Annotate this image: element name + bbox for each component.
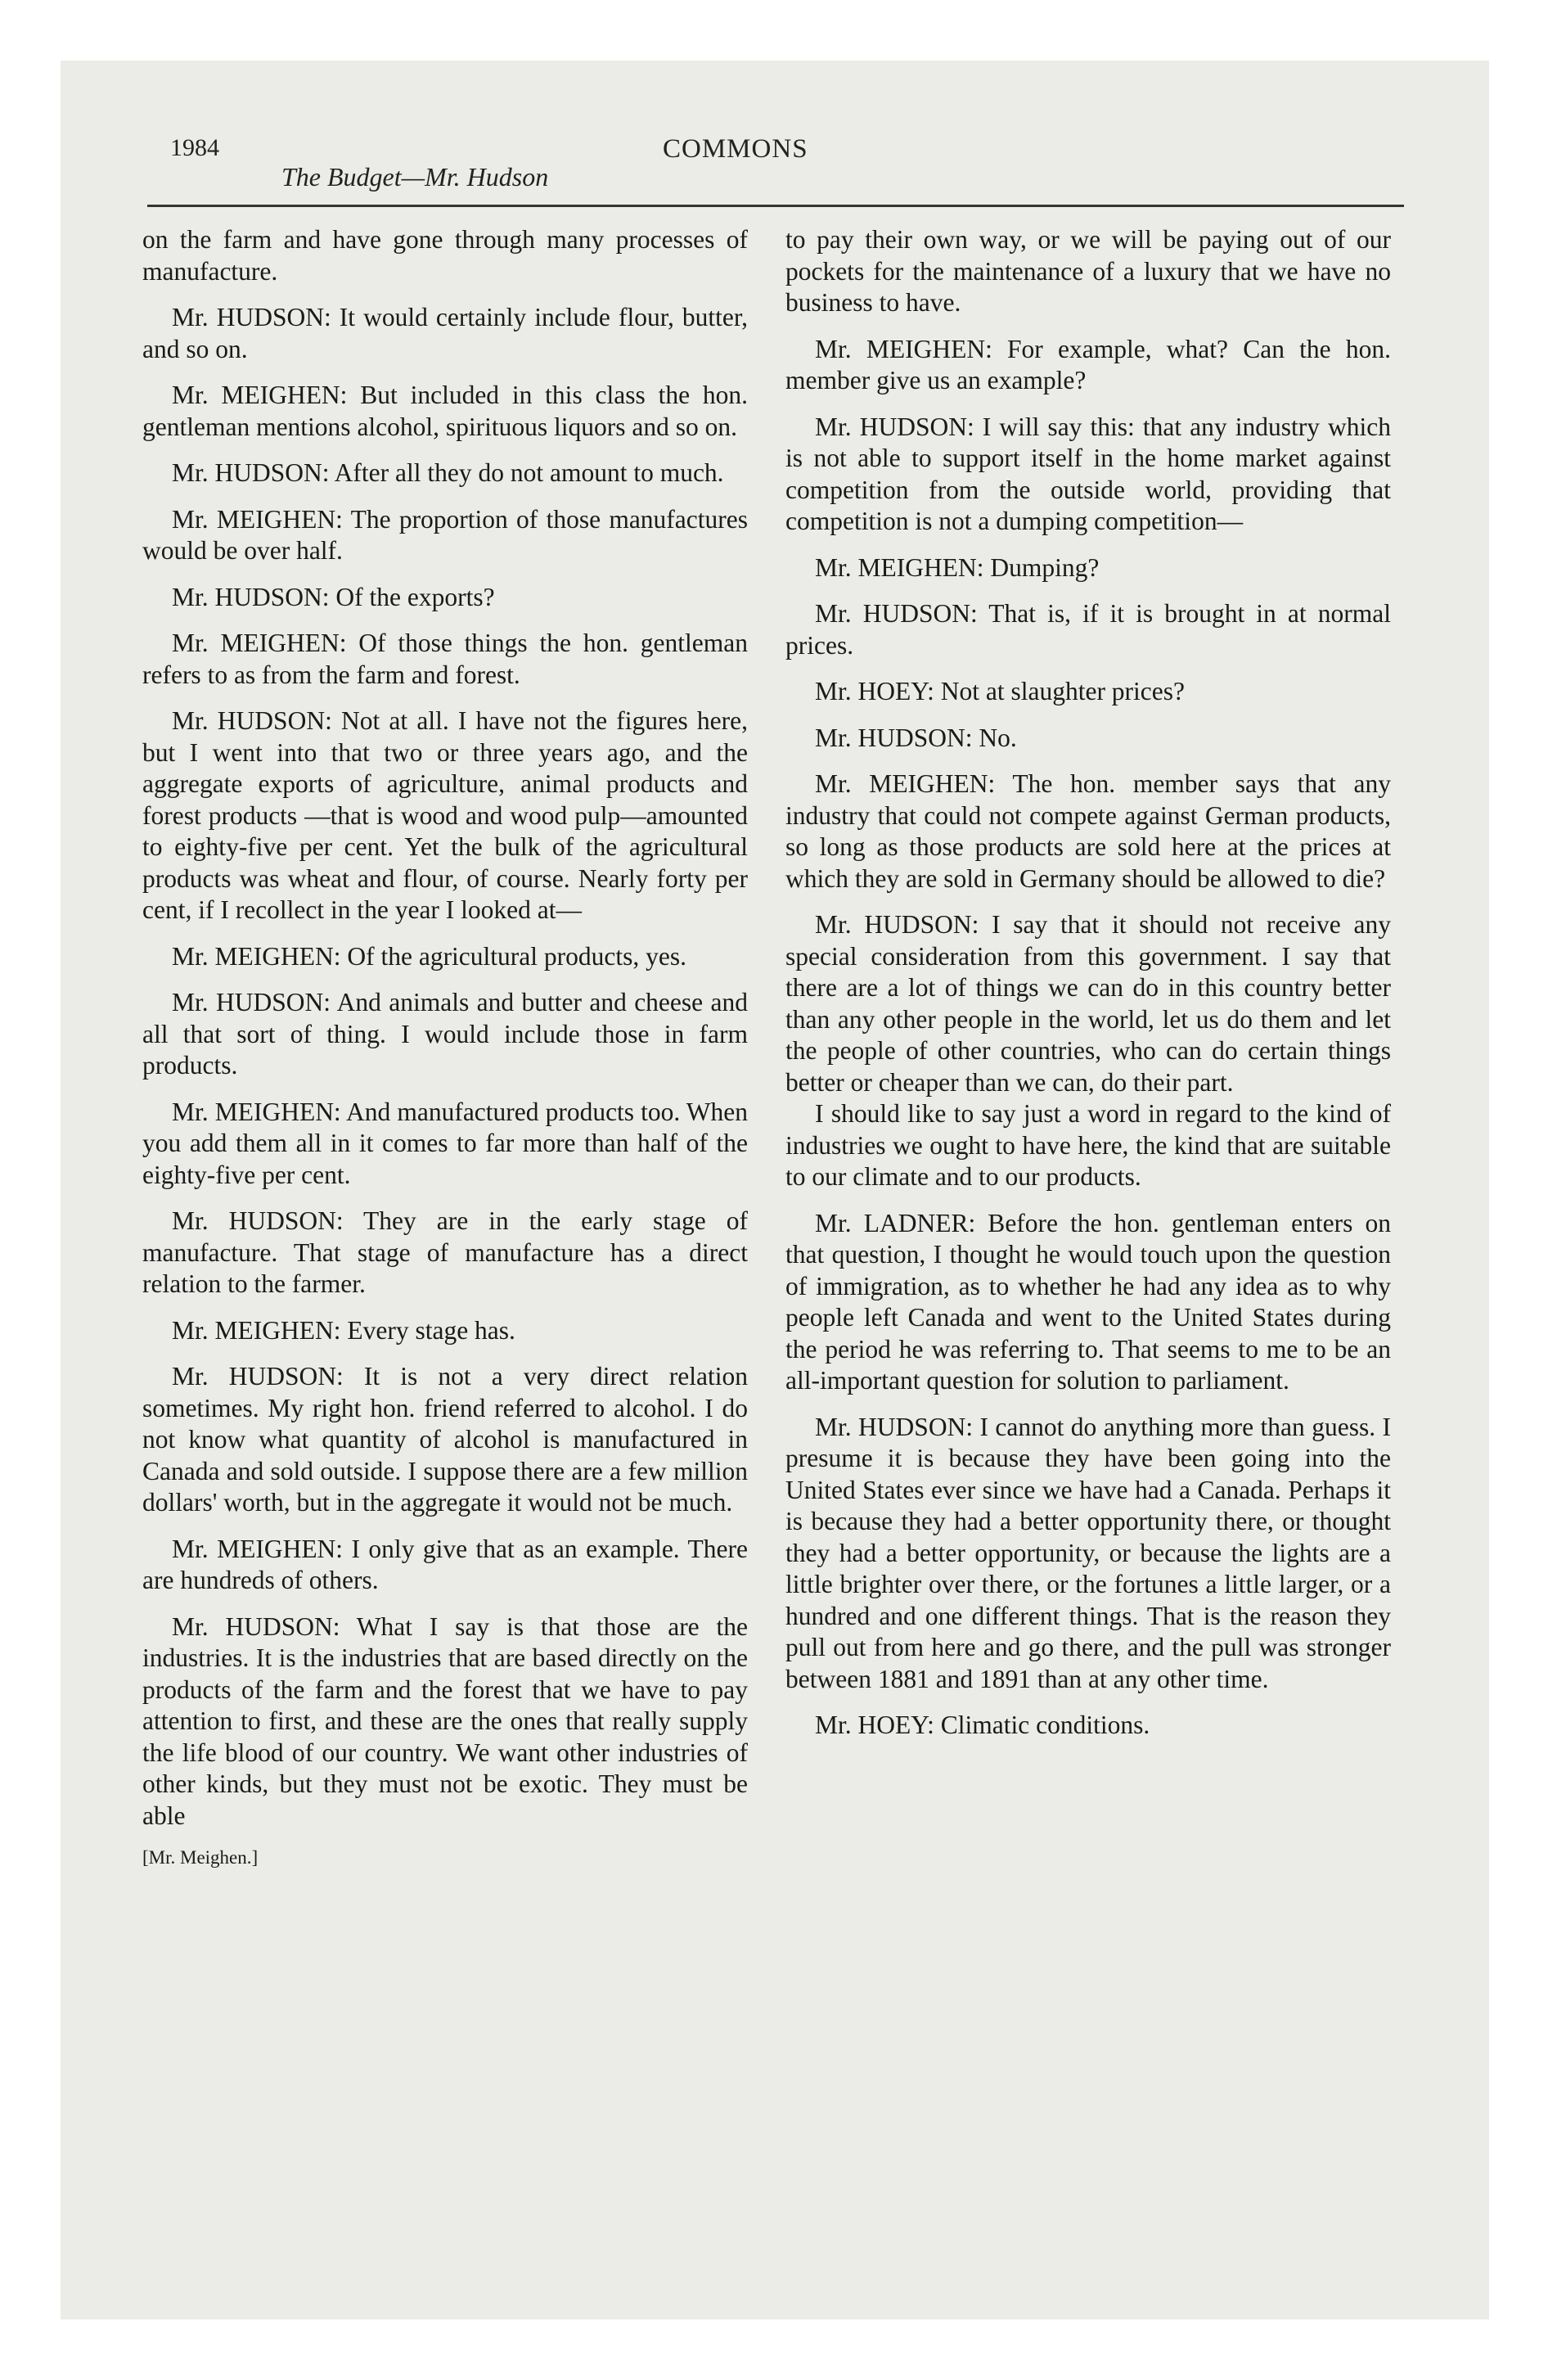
header-rule xyxy=(147,205,1404,207)
paragraph: to pay their own way, or we will be paying out of our pockets for the maintenance of a luxury that we have no business to have. xyxy=(785,225,1391,317)
paragraph: Mr. HUDSON: That is, if it is brought in at normal prices. xyxy=(785,599,1391,660)
paragraph: Mr. LADNER: Before the hon. gentleman enters on that question, I thought he would touch upon the question of immigration, as to whether he had any idea as to why people left Canada and went to the United States during the period he was referring to. That seems to me to be an all-important question for solution to parliament. xyxy=(785,1208,1391,1395)
page-header xyxy=(61,134,1489,200)
paragraph: Mr. HUDSON: I say that it should not receive any special consideration from this government. I say that there are a lot of things we can do in this country better than any other people in the world, let us do them and let the people of other countries, who can do certain things better or cheaper than we can, do their part. xyxy=(785,910,1391,1097)
page-sheet xyxy=(61,61,1489,2319)
paragraph: Mr. MEIGHEN: For example, what? Can the hon. member give us an example? xyxy=(785,334,1391,394)
paragraph: Mr. MEIGHEN: The hon. member says that any industry that could not compete against German products, so long as those products are sold here at the prices at which they are sold in Germany should be allowed to die? xyxy=(785,769,1391,893)
paragraph: Mr. MEIGHEN: Of those things the hon. gentleman refers to as from the farm and forest. xyxy=(142,629,748,689)
paragraph: Mr. HUDSON: I will say this: that any industry which is not able to support itself in the home market against competition from the outside world, providing that competition is not a dumping competition— xyxy=(785,412,1391,535)
paragraph: Mr. HUDSON: Not at all. I have not the figures here, but I went into that two or three years ago, and the aggregate exports of agriculture, animal products and forest products —that is wood and wood pulp—amounted to eighty-five per cent. Yet the bulk of the agricultural products was wheat and flour, of course. Nearly forty per cent, if I recollect in the year I looked at— xyxy=(142,706,748,924)
paragraph: Mr. MEIGHEN: The proportion of those manufactures would be over half. xyxy=(142,504,748,565)
paragraph: Mr. HUDSON: I cannot do anything more than guess. I presume it is because they have been going into the United States ever since we have had a Canada. Perhaps it is because they had a better opportunity there, or thought they had a better opportunity, or because the lights are a little brighter over there, or the fortunes a little larger, or a hundred and one different things. That is the reason they pull out from here and go there, and the pull was stronger between 1881 and 1891 than at any other time. xyxy=(785,1412,1391,1693)
left-column xyxy=(142,224,748,1869)
paragraph: Mr. HUDSON: Of the exports? xyxy=(172,582,495,611)
paragraph: Mr. HOEY: Climatic conditions. xyxy=(815,1711,1150,1739)
paragraph: Mr. HUDSON: After all they do not amount to much. xyxy=(172,458,724,487)
paragraph: Mr. HUDSON: It would certainly include flour, butter, and so on. xyxy=(142,303,748,363)
paragraph: Mr. MEIGHEN: But included in this class the hon. gentleman mentions alcohol, spirituous liquors and so on. xyxy=(142,381,748,441)
paragraph: Mr. MEIGHEN: And manufactured products too. When you add them all in it comes to far more than half of the eighty-five per cent. xyxy=(142,1097,748,1189)
paragraph: Mr. MEIGHEN: Of the agricultural products, yes. xyxy=(172,941,686,971)
page-number: 1984 xyxy=(170,134,219,161)
paragraph: Mr. HUDSON: What I say is that those are the industries. It is the industries that are based directly on the products of the farm and the forest that we have to pay attention to first, and these are the ones that really supply the life blood of our country. We want other industries of other kinds, but they must not be exotic. They must be able xyxy=(142,1611,748,1830)
paragraph: Mr. MEIGHEN: Dumping? xyxy=(815,552,1100,582)
chamber-heading: COMMONS xyxy=(663,134,808,164)
paragraph: Mr. HUDSON: They are in the early stage of manufacture. That stage of manufacture has a direct relation to the farmer. xyxy=(142,1206,748,1298)
paragraph: on the farm and have gone through many processes of manufacture. xyxy=(142,225,748,286)
paragraph: Mr. MEIGHEN: Every stage has. xyxy=(172,1315,515,1345)
footnote: [Mr. Meighen.] xyxy=(142,1847,259,1868)
running-title: The Budget—Mr. Hudson xyxy=(281,162,549,192)
paragraph: Mr. HOEY: Not at slaughter prices? xyxy=(815,677,1185,705)
paragraph: Mr. HUDSON: And animals and butter and cheese and all that sort of thing. I would include those in farm products. xyxy=(142,988,748,1080)
right-column xyxy=(785,224,1391,1756)
paragraph: Mr. HUDSON: No. xyxy=(815,723,1017,752)
paragraph: I should like to say just a word in regard to the kind of industries we ought to have here, the kind that are suitable to our climate and to our products. xyxy=(785,1099,1391,1191)
paragraph: Mr. HUDSON: It is not a very direct relation sometimes. My right hon. friend referred to alcohol. I do not know what quantity of alcohol is manufactured in Canada and sold outside. I suppose there are a few million dollars' worth, but in the aggregate it would not be much. xyxy=(142,1362,748,1517)
paragraph: Mr. MEIGHEN: I only give that as an example. There are hundreds of others. xyxy=(142,1534,748,1594)
